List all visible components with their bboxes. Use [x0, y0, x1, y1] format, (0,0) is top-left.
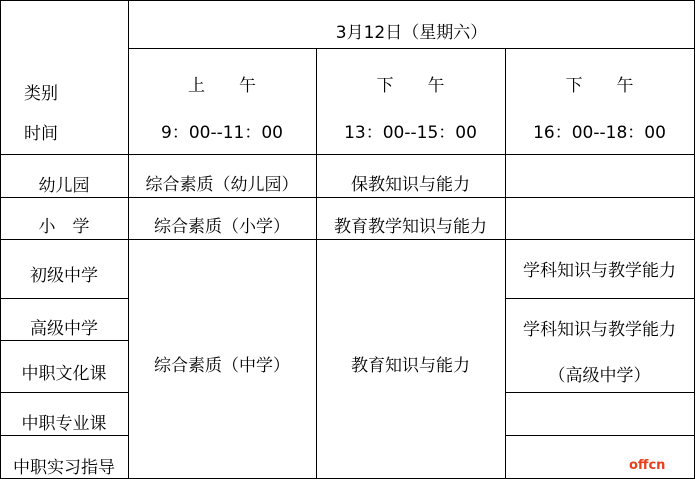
session-1-period: 上 午 [188, 76, 256, 96]
category-vocational-major: 中职专业课 [21, 414, 107, 434]
cell-senior-high-session-3-line-1: 学科知识与教学能力 [523, 320, 676, 340]
grid-line [0, 340, 128, 341]
cell-senior-high-session-3-line-2: （高级中学） [548, 366, 651, 386]
category-junior-high: 初级中学 [30, 266, 98, 286]
session-3-period: 下 午 [565, 76, 634, 96]
time-label: 时间 [24, 124, 58, 144]
cell-secondary-session-1: 综合素质（中学） [154, 356, 290, 376]
grid-line [128, 48, 695, 49]
session-2-time: 13：00--15：00 [344, 123, 477, 143]
grid-line [0, 0, 1, 479]
category-primary: 小 学 [38, 217, 90, 237]
category-vocational-internship: 中职实习指导 [13, 458, 115, 478]
exam-date: 3月12日（星期六） [335, 23, 488, 43]
session-3-time: 16：00--18：00 [533, 123, 666, 143]
cell-primary-session-1: 综合素质（小学） [154, 217, 290, 237]
grid-line [0, 0, 695, 1]
grid-line [505, 298, 695, 299]
cell-kindergarten-session-1: 综合素质（幼儿园） [145, 175, 299, 195]
category-senior-high: 高级中学 [30, 319, 98, 339]
category-label: 类别 [24, 84, 58, 104]
grid-line [128, 0, 129, 479]
session-1-time: 9：00--11：00 [161, 123, 283, 143]
grid-line [0, 435, 128, 436]
watermark-logo: offcn [629, 458, 666, 473]
grid-line [0, 154, 695, 155]
cell-primary-session-2: 教育教学知识与能力 [334, 217, 487, 237]
cell-kindergarten-session-2: 保教知识与能力 [351, 175, 470, 195]
grid-line [0, 298, 128, 299]
grid-line [316, 48, 317, 479]
session-2-period: 下 午 [376, 76, 445, 96]
cell-secondary-session-2: 教育知识与能力 [351, 356, 470, 376]
category-vocational-culture: 中职文化课 [21, 364, 107, 384]
grid-line [505, 435, 695, 436]
grid-line [505, 392, 695, 393]
category-kindergarten: 幼儿园 [38, 176, 90, 196]
grid-line [0, 392, 128, 393]
grid-line [0, 239, 695, 240]
grid-line [0, 197, 695, 198]
cell-junior-high-session-3: 学科知识与教学能力 [523, 261, 676, 281]
